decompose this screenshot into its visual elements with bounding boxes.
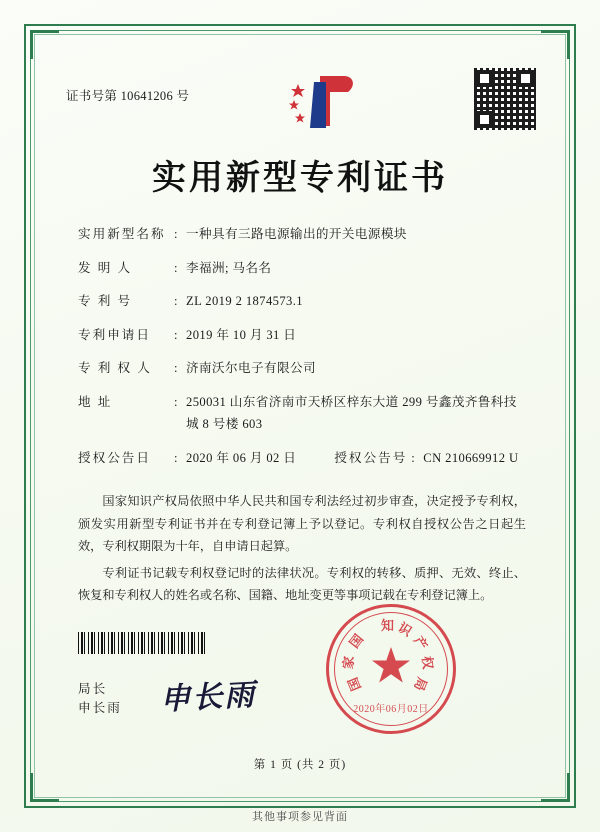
field-label: 发 明 人 — [78, 260, 133, 275]
field-label-grant-number: 授权公告号 — [334, 450, 408, 465]
field-colon: : — [411, 450, 415, 465]
field-colon: : — [174, 361, 178, 376]
field-value-grant-number: CN 210669912 U — [423, 450, 519, 465]
field-colon: : — [174, 294, 178, 309]
field-label: 专 利 号 — [78, 294, 133, 309]
handwritten-signature: 申长雨 — [159, 678, 257, 717]
certificate-header — [52, 52, 548, 142]
field-row-grant-announcement — [78, 449, 528, 469]
field-label-grant-date: 授权公告日 — [78, 450, 151, 465]
director-signature-block — [78, 680, 122, 718]
director-label: 局长 — [78, 682, 108, 697]
field-colon: : — [174, 327, 178, 342]
legal-paragraph-2: 专利证书记载专利权登记时的法律状况。专利权的转移、质押、无效、终止、恢复和专利权人的姓名或名称、国籍、地址变更等事项记载在专利登记簿上。 — [78, 565, 526, 603]
patent-office-logo-icon — [284, 70, 360, 134]
barcode — [78, 632, 206, 654]
field-row-patentee — [78, 359, 528, 379]
official-seal — [326, 604, 456, 734]
field-colon: : — [174, 450, 178, 465]
field-label: 实用新型名称 — [78, 227, 166, 241]
field-colon: : — [174, 260, 178, 275]
legal-paragraph-1: 国家知识产权局依照中华人民共和国专利法经过初步审查，决定授予专利权，颁发实用新型专利证书并在专利登记簿上予以登记。专利权自授权公告之日起生效，专利权期限为十年，自申请日起算。 — [78, 494, 526, 554]
field-colon: : — [174, 394, 178, 409]
seal-ring-text: 知 识 产 权 局 国 家 国 — [340, 618, 436, 693]
field-label: 专利申请日 — [78, 327, 151, 342]
field-label: 专 利 权 人 — [78, 361, 152, 376]
address-line-2: 城 8 号楼 603 — [186, 417, 263, 432]
field-colon: : — [174, 227, 178, 241]
field-value-grant-date: 2020 年 06 月 02 日 — [186, 450, 297, 465]
field-value: ZL 2019 2 1874573.1 — [186, 294, 303, 309]
field-row-application-date — [78, 326, 528, 346]
seal-star-icon — [371, 644, 411, 684]
field-value: 李福洲; 马名名 — [186, 260, 272, 275]
address-line-1: 250031 山东省济南市天桥区梓东大道 299 号鑫茂齐鲁科技 — [186, 394, 517, 409]
field-label: 地 址 — [78, 394, 113, 409]
field-value: 2019 年 10 月 31 日 — [186, 327, 297, 342]
page-indicator: 第 1 页 (共 2 页) — [253, 759, 347, 771]
field-value: 济南沃尔电子有限公司 — [186, 361, 316, 376]
page-title: 实用新型专利证书 — [152, 160, 448, 197]
legal-text — [78, 490, 526, 607]
field-value — [186, 393, 528, 435]
field-row-inventor — [78, 259, 528, 279]
field-list — [78, 225, 528, 468]
seal-date: 2020年06月02日 — [353, 704, 429, 715]
field-row-address — [78, 393, 528, 435]
field-row-utility-model-name — [78, 225, 528, 245]
qr-code-icon — [474, 68, 536, 130]
certificate-content — [52, 52, 548, 780]
certificate-number: 证书号第 10641206 号 — [66, 89, 190, 103]
director-name: 申长雨 — [78, 701, 122, 716]
field-row-patent-number — [78, 292, 528, 312]
footer-note: 其他事项参见背面 — [252, 811, 348, 823]
field-value: 一种具有三路电源输出的开关电源模块 — [186, 227, 407, 241]
